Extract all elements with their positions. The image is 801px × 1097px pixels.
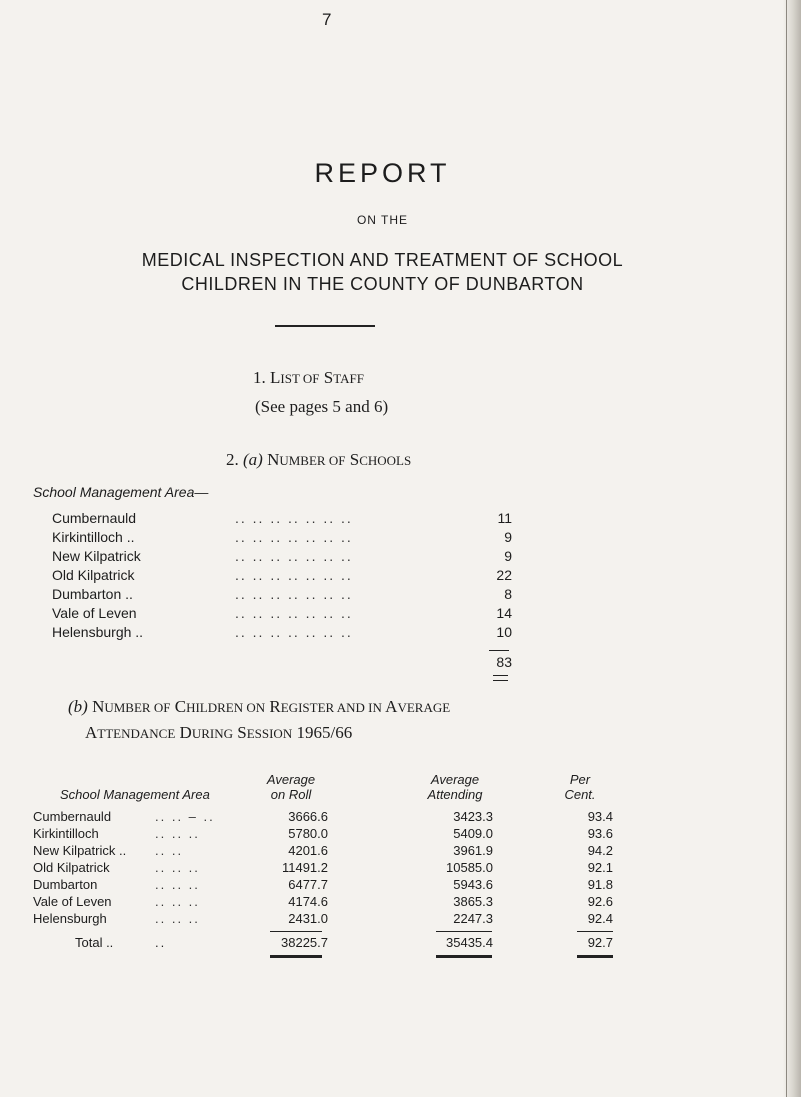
page-edge-line	[786, 0, 787, 1097]
table-row	[33, 894, 633, 911]
school-row	[52, 510, 512, 529]
school-row	[52, 586, 512, 605]
school-count: 9	[504, 529, 512, 545]
school-count: 8	[504, 586, 512, 602]
title-rule	[275, 325, 375, 327]
row-average-on-roll: 4174.6	[288, 894, 328, 909]
school-row	[52, 605, 512, 624]
row-average-attending: 3961.9	[453, 843, 493, 858]
leader-dots: .. .. ..	[155, 860, 200, 875]
school-area-name: Helensburgh ..	[52, 624, 144, 640]
row-area: Vale of Leven	[33, 894, 112, 909]
school-row	[52, 548, 512, 567]
row-average-attending: 10585.0	[446, 860, 493, 875]
leader-dots: .. .. .. .. .. .. ..	[235, 529, 353, 545]
row-average-on-roll: 2431.0	[288, 911, 328, 926]
leader-dots: .. .. .. .. .. .. ..	[235, 605, 353, 621]
row-average-attending: 2247.3	[453, 911, 493, 926]
attending-sum-line	[436, 931, 492, 932]
table-row	[33, 911, 633, 928]
area-caption: School Management Area—	[33, 484, 209, 500]
school-count: 11	[497, 510, 512, 526]
report-subtitle	[0, 248, 783, 296]
schools-sum-line	[489, 650, 509, 651]
row-per-cent: 92.4	[587, 911, 613, 926]
section-number: 2.	[226, 450, 239, 469]
staff-section-heading: 1. LIST OF STAFF	[253, 368, 364, 387]
leader-dots: .. .. .. .. .. .. ..	[235, 510, 353, 526]
roll-sum-line	[270, 931, 322, 932]
table-row	[33, 877, 633, 894]
leader-dots: .. .. ..	[155, 911, 200, 926]
report-connector: ON THE	[356, 213, 409, 227]
row-average-on-roll: 11491.2	[281, 860, 328, 875]
roll-total-rule	[270, 955, 322, 958]
school-row	[52, 567, 512, 586]
page-number: 7	[322, 10, 332, 29]
row-per-cent: 91.8	[587, 877, 613, 892]
row-per-cent: 92.6	[587, 894, 613, 909]
school-area-name: Kirkintilloch ..	[52, 529, 135, 545]
leader-dots: .. .. ..	[155, 877, 200, 892]
table-row	[33, 860, 633, 877]
row-per-cent: 92.1	[587, 860, 613, 875]
row-average-on-roll: 4201.6	[288, 843, 328, 858]
attending-total-rule	[436, 955, 492, 958]
subtitle-line-1: MEDICAL INSPECTION AND TREATMENT OF SCHOOL	[141, 250, 624, 270]
header-average-attending: Average Attending	[427, 772, 483, 802]
row-per-cent: 93.4	[587, 809, 613, 824]
leader-dots: .. .. .. .. .. .. ..	[235, 624, 353, 640]
total-label: Total ..	[75, 935, 114, 950]
school-count: 14	[496, 605, 512, 621]
total-attending: 35435.4	[446, 935, 493, 950]
row-average-on-roll: 3666.6	[288, 809, 328, 824]
percent-total-rule	[577, 955, 613, 958]
schools-section-heading: 2. (a) NUMBER OF SCHOOLS	[226, 450, 412, 469]
school-area-name: Old Kilpatrick	[52, 567, 135, 583]
school-count: 22	[496, 567, 512, 583]
total-dots: ..	[155, 935, 167, 950]
row-area: Kirkintilloch	[33, 826, 99, 841]
leader-dots: .. .. .. .. .. .. ..	[235, 567, 353, 583]
total-roll: 38225.7	[281, 935, 328, 950]
header-average-on-roll: Average on Roll	[266, 772, 316, 802]
school-area-name: Dumbarton ..	[52, 586, 133, 602]
row-average-attending: 5409.0	[453, 826, 493, 841]
attendance-section-heading: (b) NUMBER OF CHILDREN ON REGISTER AND IN AVERAGE ATTENDANCE DURING SESSION 1965/66	[68, 694, 598, 746]
attendance-table-body	[33, 809, 633, 928]
row-average-attending: 5943.6	[453, 877, 493, 892]
staff-note: (See pages 5 and 6)	[255, 397, 389, 416]
leader-dots: .. .. .. .. .. .. ..	[235, 586, 353, 602]
schools-total: 83	[496, 654, 512, 670]
schools-double-rule	[493, 675, 508, 681]
school-area-name: Cumbernauld	[52, 510, 137, 526]
row-area: New Kilpatrick ..	[33, 843, 127, 858]
school-area-name: New Kilpatrick	[52, 548, 141, 564]
school-count: 10	[496, 624, 512, 640]
header-area: School Management Area	[60, 787, 210, 802]
percent-sum-line	[577, 931, 613, 932]
header-per-cent: Per Cent.	[564, 772, 596, 802]
row-area: Old Kilpatrick	[33, 860, 110, 875]
leader-dots: .. .. ..	[155, 894, 200, 909]
row-average-on-roll: 6477.7	[288, 877, 328, 892]
leader-dots: .. .. .. .. .. .. ..	[235, 548, 353, 564]
total-per-cent: 92.7	[587, 935, 613, 950]
row-area: Dumbarton	[33, 877, 98, 892]
table-row	[33, 809, 633, 826]
row-average-attending: 3423.3	[453, 809, 493, 824]
table-row	[33, 826, 633, 843]
school-area-name: Vale of Leven	[52, 605, 137, 621]
school-row	[52, 529, 512, 548]
section-number: 1.	[253, 368, 266, 387]
school-count: 9	[504, 548, 512, 564]
row-area: Cumbernauld	[33, 809, 112, 824]
row-average-on-roll: 5780.0	[288, 826, 328, 841]
leader-dots: .. ..	[155, 843, 184, 858]
row-per-cent: 94.2	[587, 843, 613, 858]
report-title: REPORT	[314, 158, 451, 188]
leader-dots: .. .. – ..	[155, 809, 215, 824]
subtitle-line-2: CHILDREN IN THE COUNTY OF DUNBARTON	[181, 274, 584, 294]
leader-dots: .. .. ..	[155, 826, 200, 841]
row-per-cent: 93.6	[587, 826, 613, 841]
schools-list	[52, 510, 512, 643]
attendance-total-row	[33, 935, 633, 952]
row-average-attending: 3865.3	[453, 894, 493, 909]
attendance-heading-line-2: ATTENDANCE DURING SESSION 1965/66	[85, 723, 353, 742]
row-area: Helensburgh	[33, 911, 107, 926]
school-row	[52, 624, 512, 643]
table-row	[33, 843, 633, 860]
